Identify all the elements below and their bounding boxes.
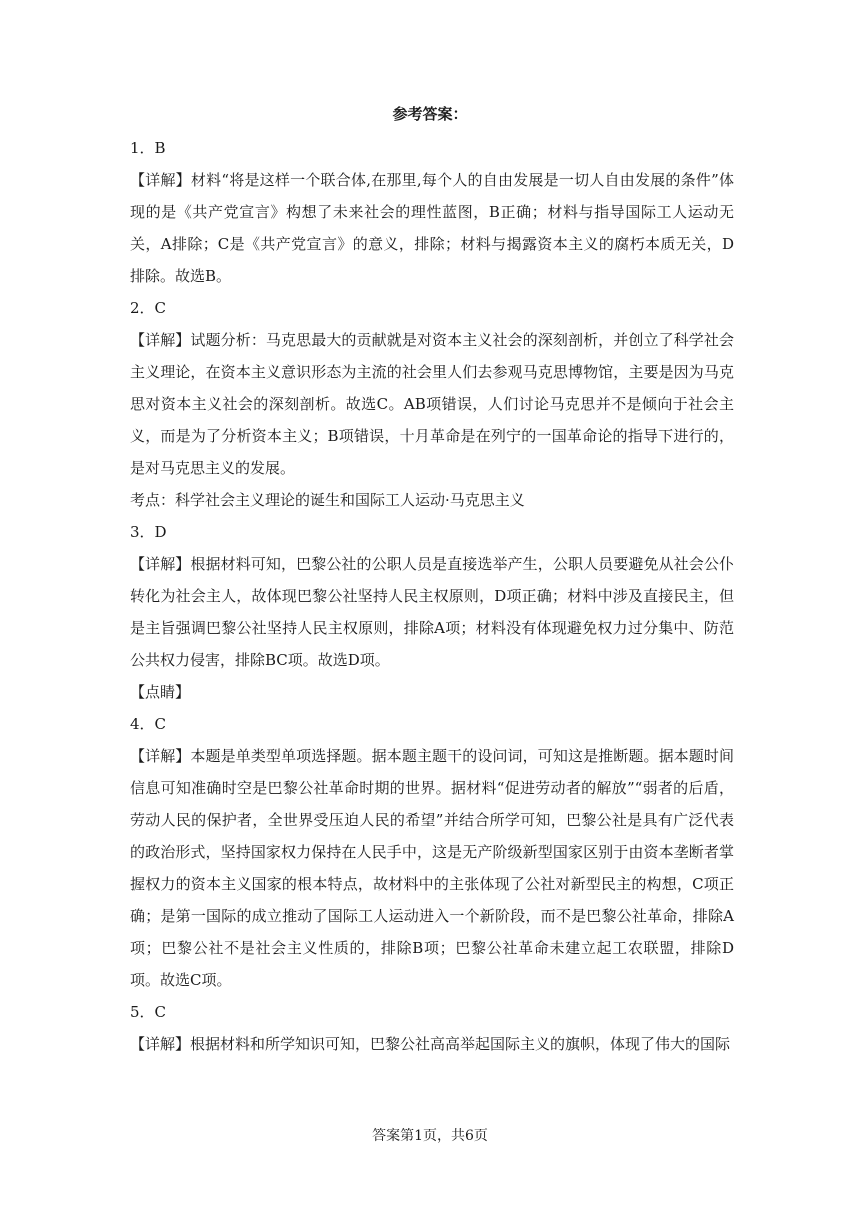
q1-detail: 【详解】材料“将是这样一个联合体,在那里,每个人的自由发展是一切人自由发展的条件”体现的是《共产党宣言》构想了未来社会的理性蓝图，B正确；材料与指导国际工人运动无关，A排除；C是《共产党宣言》的意义，排除；材料与揭露资本主义的腐朽本质无关，D排除。故选B。 [130,171,734,285]
q5-detail: 【详解】根据材料和所学知识可知，巴黎公社高高举起国际主义的旗帜，体现了伟大的国际 [130,1035,731,1053]
q5-answer: 5．C [130,1003,167,1021]
q4-answer: 4．C [130,715,167,733]
q2-answer: 2．C [130,299,167,317]
q2-kaodian: 考点：科学社会主义理论的诞生和国际工人运动·马克思主义 [130,491,525,509]
answer-content [130,132,734,1060]
q3-dianjing: 【点睛】 [130,683,191,701]
q4-detail: 【详解】本题是单类型单项选择题。据本题主题干的设问词，可知这是推断题。据本题时间信息可知准确时空是巴黎公社革命时期的世界。据材料“促进劳动者的解放”“弱者的后盾，劳动人民的保护者，全世界受压迫人民的希望”并结合所学可知，巴黎公社是具有广泛代表的政治形式，坚持国家权力保持在人民手中，这是无产阶级新型国家区别于由资本垄断者掌握权力的资本主义国家的根本特点，故材料中的主张体现了公社对新型民主的构想，C项正确；是第一国际的成立推动了国际工人运动进入一个新阶段，而不是巴黎公社革命，排除A项；巴黎公社不是社会主义性质的，排除B项；巴黎公社革命未建立起工农联盟，排除D项。故选C项。 [130,747,734,989]
page-title: 参考答案： [392,105,468,123]
q1-answer: 1．B [130,139,166,157]
page-footer: 答案第1页，共6页 [372,1128,488,1144]
q3-detail: 【详解】根据材料可知，巴黎公社的公职人员是直接选举产生，公职人员要避免从社会公仆转化为社会主人，故体现巴黎公社坚持人民主权原则，D项正确；材料中涉及直接民主，但是主旨强调巴黎公社坚持人民主权原则，排除A项；材料没有体现避免权力过分集中、防范公共权力侵害，排除BC项。故选D项。 [130,555,734,669]
q2-detail: 【详解】试题分析：马克思最大的贡献就是对资本主义社会的深刻剖析，并创立了科学社会主义理论，在资本主义意识形态为主流的社会里人们去参观马克思博物馆，主要是因为马克思对资本主义社会的深刻剖析。故选C。AB项错误，人们讨论马克思并不是倾向于社会主义，而是为了分析资本主义；B项错误，十月革命是在列宁的一国革命论的指导下进行的，是对马克思主义的发展。 [130,331,734,477]
q3-answer: 3．D [130,523,167,541]
